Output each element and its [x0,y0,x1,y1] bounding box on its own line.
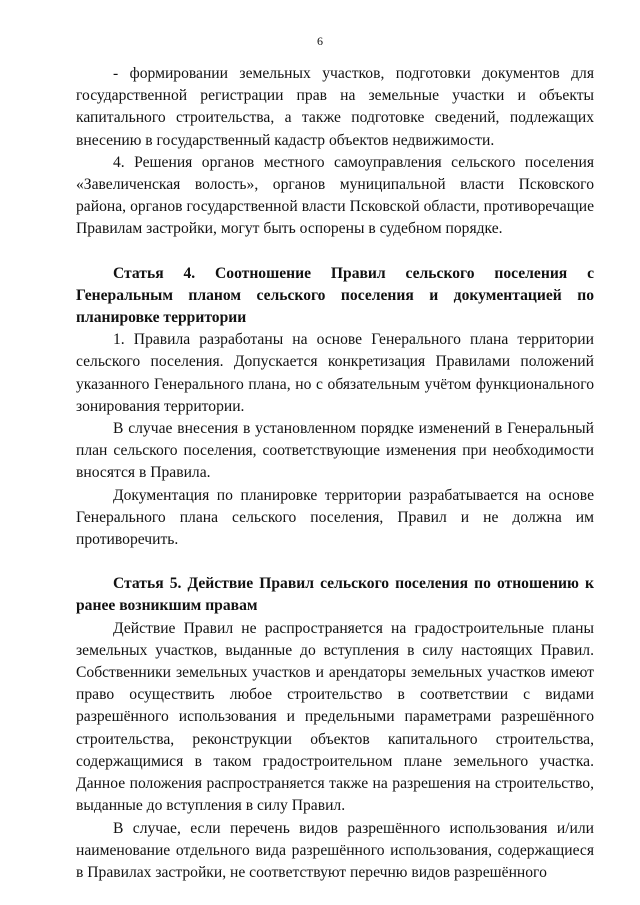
document-body [76,63,594,884]
section-gap [76,241,594,263]
paragraph-article-5-mismatch: В случае, если перечень видов разрешённого использования и/или наименование отдельного вида разрешённого использования, содержащиеся в Правилах застройки, не соответствуют перечню видов разрешённого [76,819,594,881]
paragraph-land-formation: - формировании земельных участков, подготовки документов для государственной регистрации прав на земельные участки и объекты капитального строительства, а также подготовке сведений, подлежащих внесению в государственный кадастр объектов недвижимости. [76,65,594,149]
article-5-heading: Статья 5. Действие Правил сельского поселения по отношению к ранее возникшим правам [76,575,594,615]
paragraph-article-4-changes: В случае внесения в установленном порядке изменений в Генеральный план сельского поселения, соответствующие изменения при необходимости вносятся в Правила. [76,420,594,482]
paragraph-article-4-item-1: 1. Правила разработаны на основе Генерального плана территории сельского поселения. Допускается конкретизация Правилами положений указанного Генерального плана, но с обязательным учётом функционального зонирования территории. [76,331,594,415]
paragraph-article-5-scope: Действие Правил не распространяется на градостроительные планы земельных участков, выданные до вступления в силу настоящих Правил. Собственники земельных участков и арендаторы земельных участков имеют право осуществить любое строительство в соответствии с видами разрешённого использования и предельными параметрами разрешённого строительства, реконструкции объектов капитального строительства, содержащимися в таком градостроительном плане земельного участка. Данное положения распространяется также на разрешения на строительство, выданные до вступления в силу Правил. [76,619,594,815]
paragraph-article-4-planning-docs: Документация по планировке территории разрабатывается на основе Генерального плана сельского поселения, Правил и не должна им противоречить. [76,486,594,549]
article-4-heading: Статья 4. Соотношение Правил сельского поселения с Генеральным планом сельского поселения и документацией по планировке территории [76,264,594,327]
paragraph-item-4-appeal: 4. Решения органов местного самоуправления сельского поселения «Завеличенская волость», органов муниципальной власти Псковского района, органов государственной власти Псковской области, противоречащие Правилам застройки, могут быть оспорены в судебном порядке. [76,153,594,238]
section-gap [76,551,594,573]
page-number: 6 [317,34,323,48]
